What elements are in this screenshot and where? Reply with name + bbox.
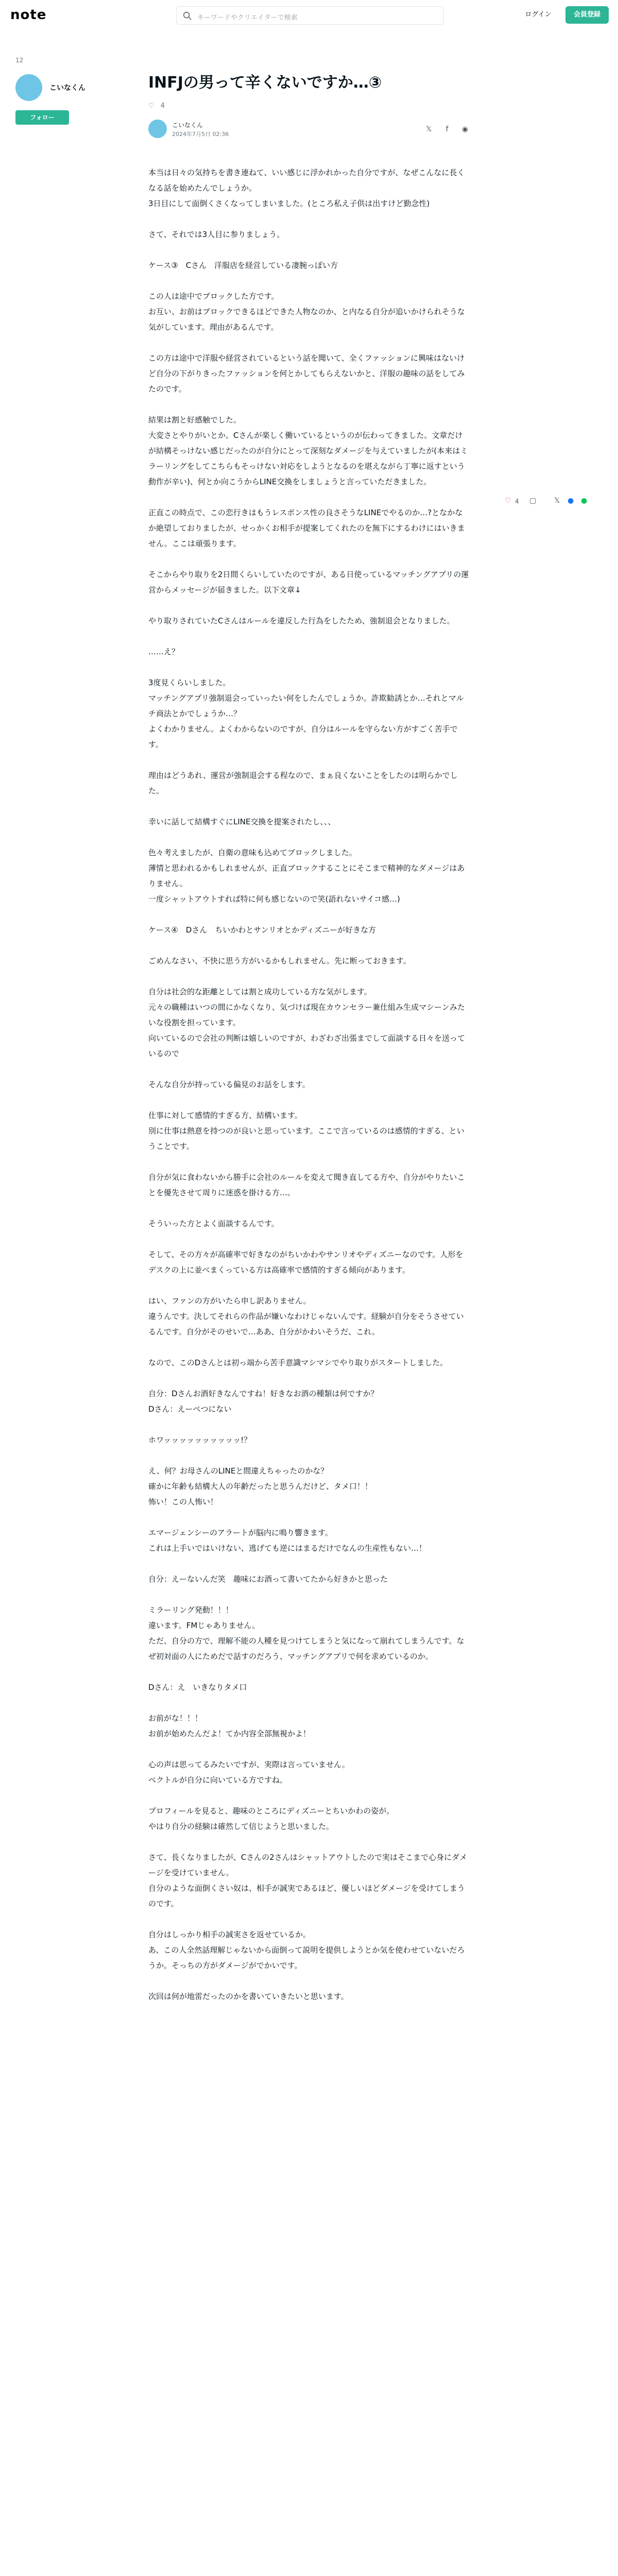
author-name[interactable]: こいなくん [172, 122, 203, 129]
article-paragraph: 自分：Dさんお酒好きなんですね！好きなお酒の種類は何ですか？ Dさん：えーぺつにない [148, 1389, 379, 1414]
article-paragraph: Dさん：え いきなりタメ口 [148, 1683, 247, 1692]
article-meta [148, 120, 470, 140]
article-paragraph: 幸いに話して結構すぐにLINE交換を提案されたし、、、 [148, 817, 336, 826]
search-box[interactable] [176, 6, 444, 25]
publish-date: 2024年7月5日 02:36 [172, 131, 229, 138]
article-paragraph: 色々考えましたが、自衛の意味も込めてブロックしました。 薄情と思われるかもしれませんが、正直ブロックすることにそこまで精神的なダメージはありません。 一度シャットアウトすれば特に何も感じないので笑(語れないサイコ感…) [148, 848, 465, 904]
article-paragraph: そこからやり取りを2日間くらいしていたのですが、ある日使っているマッチングアプリの運営からメッセージが届きました。以下文章↓ [148, 570, 469, 595]
top-header [0, 0, 618, 30]
search-placeholder: キーワードやクリエイターで検索 [197, 14, 298, 22]
float-heart-icon[interactable]: ♡ [505, 497, 511, 505]
article-paragraph: 心の声は思ってるみたいですが、実際は言っていません。 ベクトルが自分に向いている方ですね。 [148, 1760, 350, 1785]
article-paragraph: お前がな！！！ お前が始めたんだよ！てか内容全部無視かよ！ [148, 1714, 311, 1738]
article-body [148, 165, 470, 2020]
share-icons-top [418, 124, 470, 134]
float-comment-icon[interactable]: ▢ [529, 497, 537, 505]
article-paragraph: この方は途中で洋服や経営されているという話を聞いて、全くファッションに興味はないけど自分の下がりきったファッションを何とかしてもらえないかと、洋服の趣味の話をしてみたのです。 [148, 353, 465, 394]
creator-sidebar [15, 57, 118, 121]
article-paragraph: 自分が気に食わないから勝手に会社のルールを変えて聞き直してる方や、自分がやりたいことを優先させて周りに迷惑を掛ける方…。 [148, 1173, 465, 1197]
article-paragraph: プロフィールを見ると、趣味のところにディズニーとちいかわの姿が。 やはり自分の経験は確然して信じようと思いました。 [148, 1806, 394, 1831]
article-paragraph: 次回は何が地雷だったのかを書いていきたいと思います。 [148, 1992, 349, 2001]
article-paragraph: この人は途中でブロックした方です。 お互い、お前はブロックできるほどできた人物なのか、と内なる自分が追いかけられそうな気がしています。理由があるんです。 [148, 292, 465, 332]
article-paragraph: ミラーリング発動！！！ 違います。FMじゃありません。 ただ、自分の方で、理解不能の人種を見つけてしまうと気になって崩れてしまうんです。なぜ初対面の人にためだで話すのだろう、マッチングアプリで何を求めているのか。 [148, 1605, 465, 1661]
facebook-share-icon[interactable]: f [445, 125, 449, 133]
article-paragraph: ごめんなさい、不快に思う方がいるかもしれません。先に断っておきます。 [148, 956, 411, 965]
article-paragraph: ケース④ Dさん ちいかわとサンリオとかディズニーが好きな方 [148, 925, 376, 935]
article-paragraph: さて、それでは3人目に参りましょう。 [148, 230, 285, 239]
article [148, 72, 470, 2001]
article-paragraph: やり取りされていたCさんはルールを違反した行為をしたため、強制退会となりました。 [148, 616, 455, 625]
follow-button[interactable]: フォロー [15, 110, 69, 125]
article-paragraph: 3度見くらいしました。 マッチングアプリ強制退会っていったい何をしたんでしょうか。詐欺勧誘とか…それとマルチ商法とかでしょうか…？ よくわかりません。よくわからないのですが、自分はルールを守らない方がすごく苦手です。 [148, 678, 464, 749]
signup-button[interactable]: 会員登録 [565, 6, 609, 24]
article-paragraph: エマージェンシーのアラートが脳内に鳴り響きます。 これは上手いではいけない、逃げても逆にはまるだけでなんの生産性もない…！ [148, 1528, 427, 1553]
note-logo[interactable]: note [10, 7, 47, 23]
article-paragraph: そして、その方々が高確率で好きなのがちいかわやサンリオやディズニーなのです。人形をデスクの上に並べまくっている方は高確率で感情的すぎる傾向があります。 [148, 1250, 464, 1275]
search-icon [183, 11, 192, 21]
article-paragraph: 結果は割と好感触でした。 大変さとやりがいとか。Cさんが楽しく働いているというのが伝わってきました。文章だけが結構そっけない感じだったのが自分にとって深刻なダメージを与えていましたが(本来はミラーリングをしてこちらもそっけない対応をしようとなるのを堪えながら丁寧に返すという動作が辛い)、何とか向こうからLINE交換をしましょうと言っていただきました。 [148, 415, 468, 486]
article-paragraph: 理由はどうあれ、運営が強制退会する程なので、まぁ良くないことをしたのは明らかでした。 [148, 771, 458, 795]
float-like-count: 4 [515, 498, 519, 505]
article-paragraph: ……え？ [148, 647, 180, 656]
article-paragraph: 自分は社会的な距離としては割と成功している方な気がします。 元々の職種はいつの間にかなくなり、気づけば現在カウンセラー兼仕組み生成マシーンみたいな役割を担っています。 向いているので会社の判断は嬉しいのですが、わざわざ出張までして面談する日々を送っているので [148, 987, 466, 1058]
floating-action-bar [505, 495, 608, 510]
article-paragraph: ケース③ Cさん 洋服店を経営している凄腕っぽい方 [148, 261, 338, 270]
creator-avatar[interactable] [15, 74, 42, 101]
float-facebook-icon[interactable]: ● [568, 497, 574, 505]
login-button[interactable]: ログイン [525, 11, 552, 19]
article-paragraph: 自分：えーないんだ笑 趣味にお酒って書いてたから好きかと思った [148, 1574, 388, 1584]
article-paragraph: さて、長くなりましたが、Cさんの2さんはシャットアウトしたので実はそこまで心身にダメージを受けていません。 自分のような面倒くさい奴は、相手が誠実であるほど、優しいほどダメージを受けてしまうのです。 [148, 1853, 467, 1908]
like-count-top [148, 102, 165, 110]
article-paragraph: 仕事に対して感情的すぎる方、結構います。 別に仕事は熱意を持つのが良いと思っています。ここで言っているのは感情的すぎる、ということです。 [148, 1111, 465, 1151]
article-paragraph: え、何？お母さんのLINEと間違えちゃったのかな？ 確かに年齢も結構大人の年齢だったと思うんだけど、タメ口！！ 怖い！この人怖い！ [148, 1466, 373, 1506]
heart-icon[interactable]: ♡ [148, 102, 154, 110]
article-paragraph: そういった方とよく面談するんです。 [148, 1219, 279, 1228]
article-paragraph: はい、ファンの方がいたら申し訳ありません。 違うんです。決してそれらの作品が嫌いなわけじゃないんです。経験が自分をそうさせているんです。自分がそのせいで…ああ、自分がかわいそうだ、これ。 [148, 1296, 464, 1336]
article-paragraph: 自分はしっかり相手の誠実さを返せているか。 あ、この人全然話理解じゃないから面倒って説明を提供しようとか気を使わせていないだろうか。そっちの方がダメージがでかいです。 [148, 1930, 465, 1970]
article-title: INFJの男って辛くないですか…③ [148, 74, 382, 92]
article-paragraph: なので、このDさんとは初っ端から苦手意識マシマシでやり取りがスタートしました。 [148, 1358, 448, 1367]
article-paragraph: 正直この時点で、この恋行きはもうレスポンス性の良さそうなLINEでやるのか…?となかなか絶望しておりましたが、せっかくお相手が提案してくれたのを無下にするわけにはいきません。ここは頑張ります。 [148, 508, 465, 548]
author-avatar[interactable] [148, 120, 167, 138]
float-line-icon[interactable]: ● [581, 497, 588, 505]
creator-name[interactable]: こいなくん [49, 84, 85, 92]
article-paragraph: 本当は日々の気持ちを書き連ねて、いい感じに浮かれかった自分ですが、なぜこんなに長くなる話を始めたんでしょうか。 3日目にして面倒くさくなってしまいました。(ところ私え子供は出すけど勤念性) [148, 168, 465, 208]
magazine-count: 12 [15, 57, 24, 64]
article-paragraph: ホワッッッッッッッッッッ!？ [148, 1435, 252, 1445]
like-count-top-value: 4 [160, 102, 165, 110]
x-share-icon[interactable]: 𝕏 [426, 125, 432, 133]
float-x-icon[interactable]: 𝕏 [554, 497, 560, 505]
line-share-icon[interactable]: ◉ [461, 125, 469, 133]
article-paragraph: そんな自分が持っている偏見のお話をします。 [148, 1080, 310, 1089]
